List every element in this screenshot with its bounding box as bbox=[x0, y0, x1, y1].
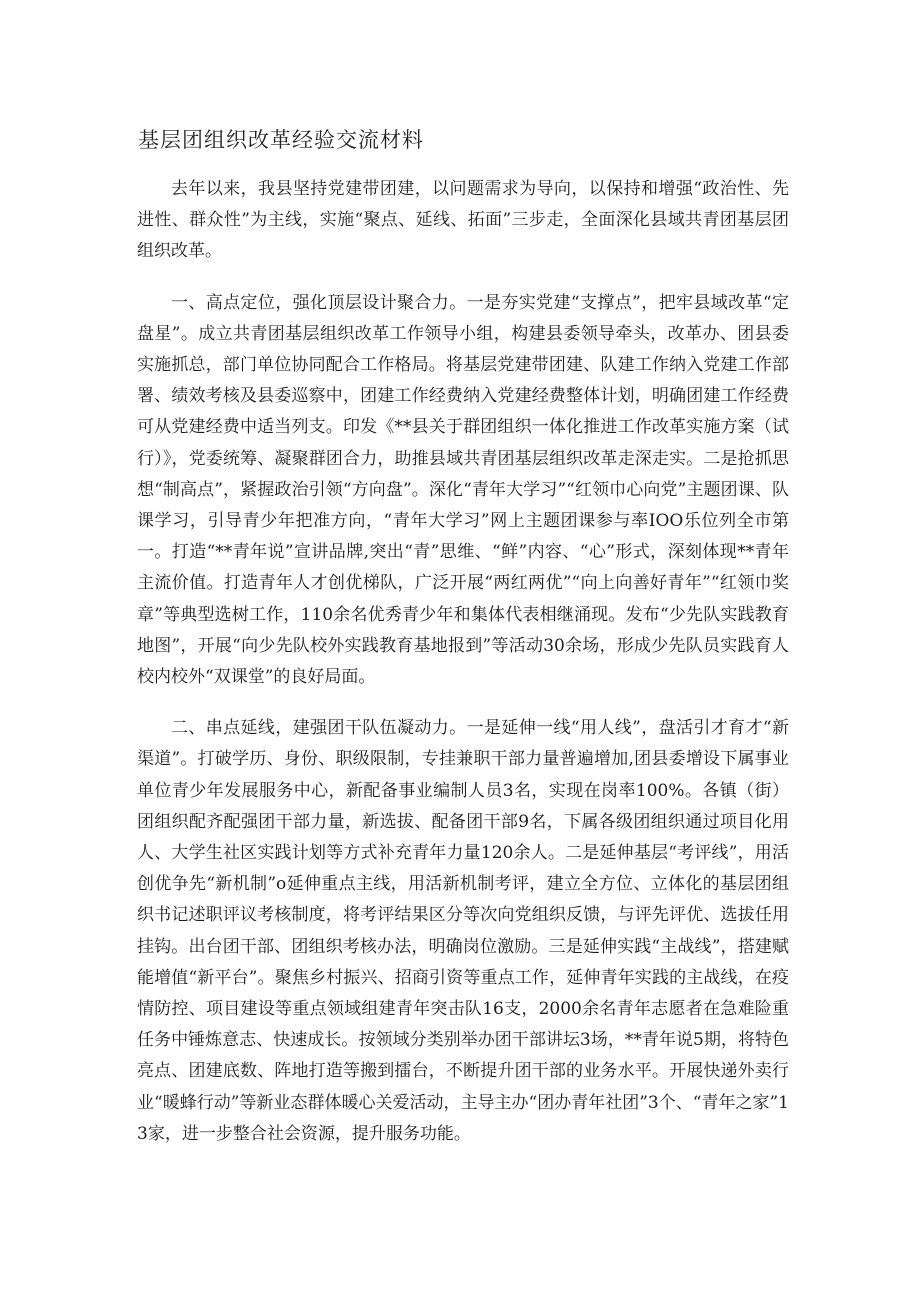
paragraph-section-two: 二、串点延线，建强团干队伍凝动力。一是延伸一线“用人线”，盘活引才育才“新渠道”。打破学历、身份、职级限制，专挂兼职干部力量普遍增加,团县委增设下属事业单位青少年发展服务中心，新配备事业编制人员3名，实现在岗率100%。各镇（街）团组织配齐配强团干部力量，新选拔、配备团干部9名，下属各级团组织通过项目化用人、大学生社区实践计划等方式补充青年力量120余人。二是延伸基层“考评线”，用活创优争先“新机制”o延伸重点主线，用活新机制考评，建立全方位、立体化的基层团组织书记述职评议考核制度，将考评结果区分等次向党组织反馈，与评先评优、选拔任用挂钩。出台团干部、团组织考核办法，明确岗位激励。三是延伸实践“主战线”，搭建赋能增值“新平台”。聚焦乡村振兴、招商引资等重点工作，延伸青年实践的主战线，在疫情防控、项目建设等重点领域组建青年突击队16支，2000余名青年志愿者在急难险重任务中锤炼意志、快速成长。按领域分类别举办团干部讲坛3场，**青年说5期，将特色亮点、团建底数、阵地打造等搬到擂台，不断提升团干部的业务水平。开展快递外卖行业“暖蜂行动”等新业态群体暖心关爱活动，主导主办“团办青年社团”3个、“青年之家”13家，进一步整合社会资源，提升服务功能。 bbox=[137, 718, 789, 1144]
document-body bbox=[137, 174, 789, 1170]
paragraph-section-one: 一、高点定位，强化顶层设计聚合力。一是夯实党建“支撑点”，把牢县域改革“定盘星”。成立共青团基层组织改革工作领导小组，构建县委领导牵头，改革办、团县委实施抓总，部门单位协同配合工作格局。将基层党建带团建、队建工作纳入党建工作部署、绩效考核及县委巡察中，团建工作经费纳入党建经费整体计划，明确团建工作经费可从党建经费中适当列支。印发《**县关于群团组织一体化推进工作改革实施方案（试行）》，党委统筹、凝聚群团合力，助推县域共青团基层组织改革走深走实。二是抢抓思想“制高点”，紧握政治引领“方向盘”。深化“青年大学习”“红领巾心向党”主题团课、队课学习，引导青少年把准方向，“青年大学习”网上主题团课参与率IOO乐位列全市第一。打造“**青年说”宣讲品牌,突出“青”思维、“鲜”内容、“心”形式，深刻体现**青年主流价值。打造青年人才创优梯队，广泛开展“两红两优”“向上向善好青年”“红领巾奖章”等典型选树工作，110余名优秀青少年和集体代表相继涌现。发布“少先队实践教育地图”，开展“向少先队校外实践教育基地报到”等活动30余场，形成少先队员实践育人校内校外“双课堂”的良好局面。 bbox=[137, 292, 789, 688]
paragraph-intro: 去年以来，我县坚持党建带团建，以问题需求为导向，以保持和增强“政治性、先进性、群众性”为主线，实施“聚点、延线、拓面”三步走，全面深化县域共青团基层团组织改革。 bbox=[137, 179, 789, 262]
document-title: 基层团组织改革经验交流材料 bbox=[138, 128, 424, 152]
